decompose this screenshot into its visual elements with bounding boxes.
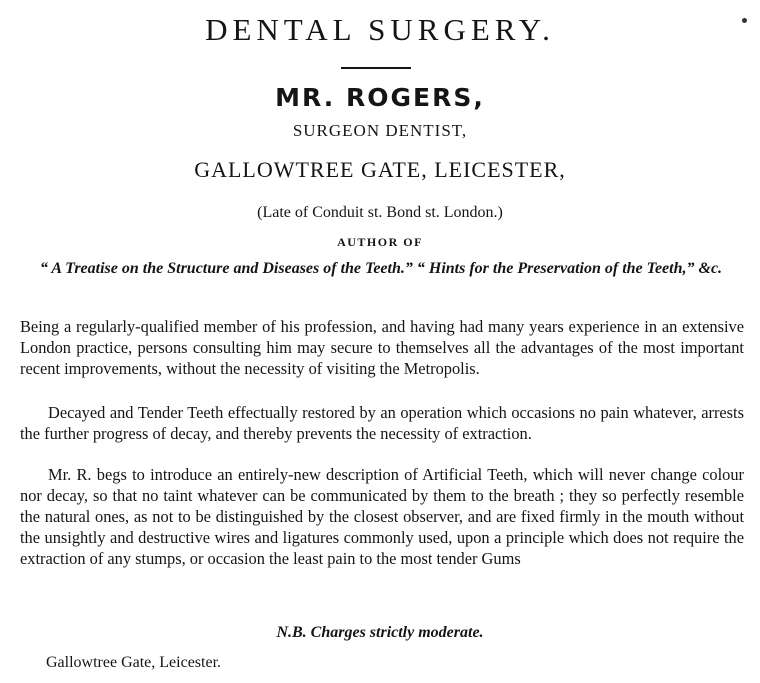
charges-note: N.B. Charges strictly moderate. (276, 624, 484, 641)
paragraph-decayed-teeth: Decayed and Tender Teeth effectually restored by an operation which occasions no pain whatever, arrests the further progress of decay, and thereby prevents the necessity of extraction. (20, 403, 744, 443)
address: GALLOWTREE GATE, LEICESTER, (194, 157, 566, 182)
paragraph-artificial-teeth: Mr. R. begs to introduce an entirely-new description of Artificial Teeth, which will never change colour nor decay, so that no taint whatever can be communicated by them to the breath ; they so perfectly resemble the natural ones, as not to be distinguished by the closest observer, and are fixed firmly in the mouth without the unsightly and destructive wires and ligatures commonly used, upon a principle which does not require the extraction of any stumps, or occasion the least pain to the most tender Gums (20, 465, 744, 568)
paragraph-qualification: Being a regularly-qualified member of his profession, and having had many years experience in an extensive London practice, persons consulting him may secure to themselves all the advantages of the most important recent improvements, without the necessity of visiting the Metropolis. (20, 317, 744, 378)
footer-address: Gallowtree Gate, Leicester. (46, 654, 222, 671)
previous-address: (Late of Conduit st. Bond st. London.) (257, 204, 503, 221)
ink-blot (742, 18, 747, 23)
authored-works: “ A Treatise on the Structure and Diseases of the Teeth.” “ Hints for the Preservation of the Teeth,” &c. (39, 260, 723, 277)
title-rule (341, 67, 411, 69)
main-title: DENTAL SURGERY. (205, 12, 555, 47)
author-heading: AUTHOR OF (337, 235, 423, 249)
profession: SURGEON DENTIST, (292, 121, 468, 140)
dentist-name: MR. ROGERS, (275, 83, 485, 112)
